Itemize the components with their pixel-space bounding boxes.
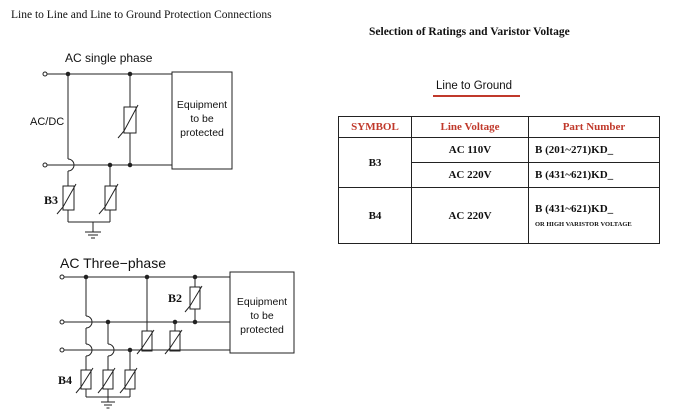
equipment-label-line1: Equipment bbox=[176, 99, 228, 111]
b2-label: B2 bbox=[168, 291, 183, 305]
part-cell bbox=[529, 188, 660, 244]
b3-label: B3 bbox=[44, 193, 59, 207]
voltage-cell: AC 220V bbox=[412, 163, 529, 188]
symbol-cell: B3 bbox=[339, 138, 412, 188]
three-phase-diagram bbox=[58, 255, 294, 408]
part-number-header: Part Number bbox=[529, 117, 660, 138]
line-to-ground-label: Line to Ground bbox=[436, 80, 513, 92]
part-cell: B (431~621)KD_ bbox=[529, 163, 660, 188]
three-phase-title: AC Three−phase bbox=[60, 255, 166, 271]
part-note: OR HIGH VARISTOR VOLTAGE bbox=[535, 221, 632, 228]
equipment-label-line3: protected bbox=[240, 324, 284, 336]
part-number: B (431~621)KD_ bbox=[535, 203, 614, 215]
b4-label: B4 bbox=[58, 373, 73, 387]
equipment-label-line1: Equipment bbox=[236, 296, 288, 308]
selection-title: Selection of Ratings and Varistor Voltage bbox=[369, 26, 570, 38]
voltage-cell: AC 110V bbox=[412, 138, 529, 163]
table-row bbox=[339, 188, 660, 244]
symbol-cell: B4 bbox=[339, 188, 412, 244]
table-header-row bbox=[339, 117, 660, 138]
table-row bbox=[339, 138, 660, 163]
equipment-label-line2: to be bbox=[250, 310, 274, 322]
equipment-label-line3: protected bbox=[180, 127, 224, 139]
terminal-icon bbox=[60, 275, 64, 279]
equipment-label-line2: to be bbox=[190, 113, 214, 125]
terminal-icon bbox=[60, 348, 64, 352]
symbol-header: SYMBOL bbox=[339, 117, 412, 138]
part-cell: B (201~271)KD_ bbox=[529, 138, 660, 163]
line-voltage-header: Line Voltage bbox=[412, 117, 529, 138]
terminal-icon bbox=[60, 320, 64, 324]
single-phase-title: AC single phase bbox=[65, 51, 153, 65]
voltage-cell: AC 220V bbox=[412, 188, 529, 244]
terminal-icon bbox=[43, 163, 47, 167]
ac-dc-label: AC/DC bbox=[30, 116, 65, 128]
page-heading: Line to Line and Line to Ground Protection Connections bbox=[11, 9, 272, 21]
single-phase-diagram bbox=[30, 51, 232, 238]
ratings-table bbox=[338, 116, 660, 244]
terminal-icon bbox=[43, 72, 47, 76]
